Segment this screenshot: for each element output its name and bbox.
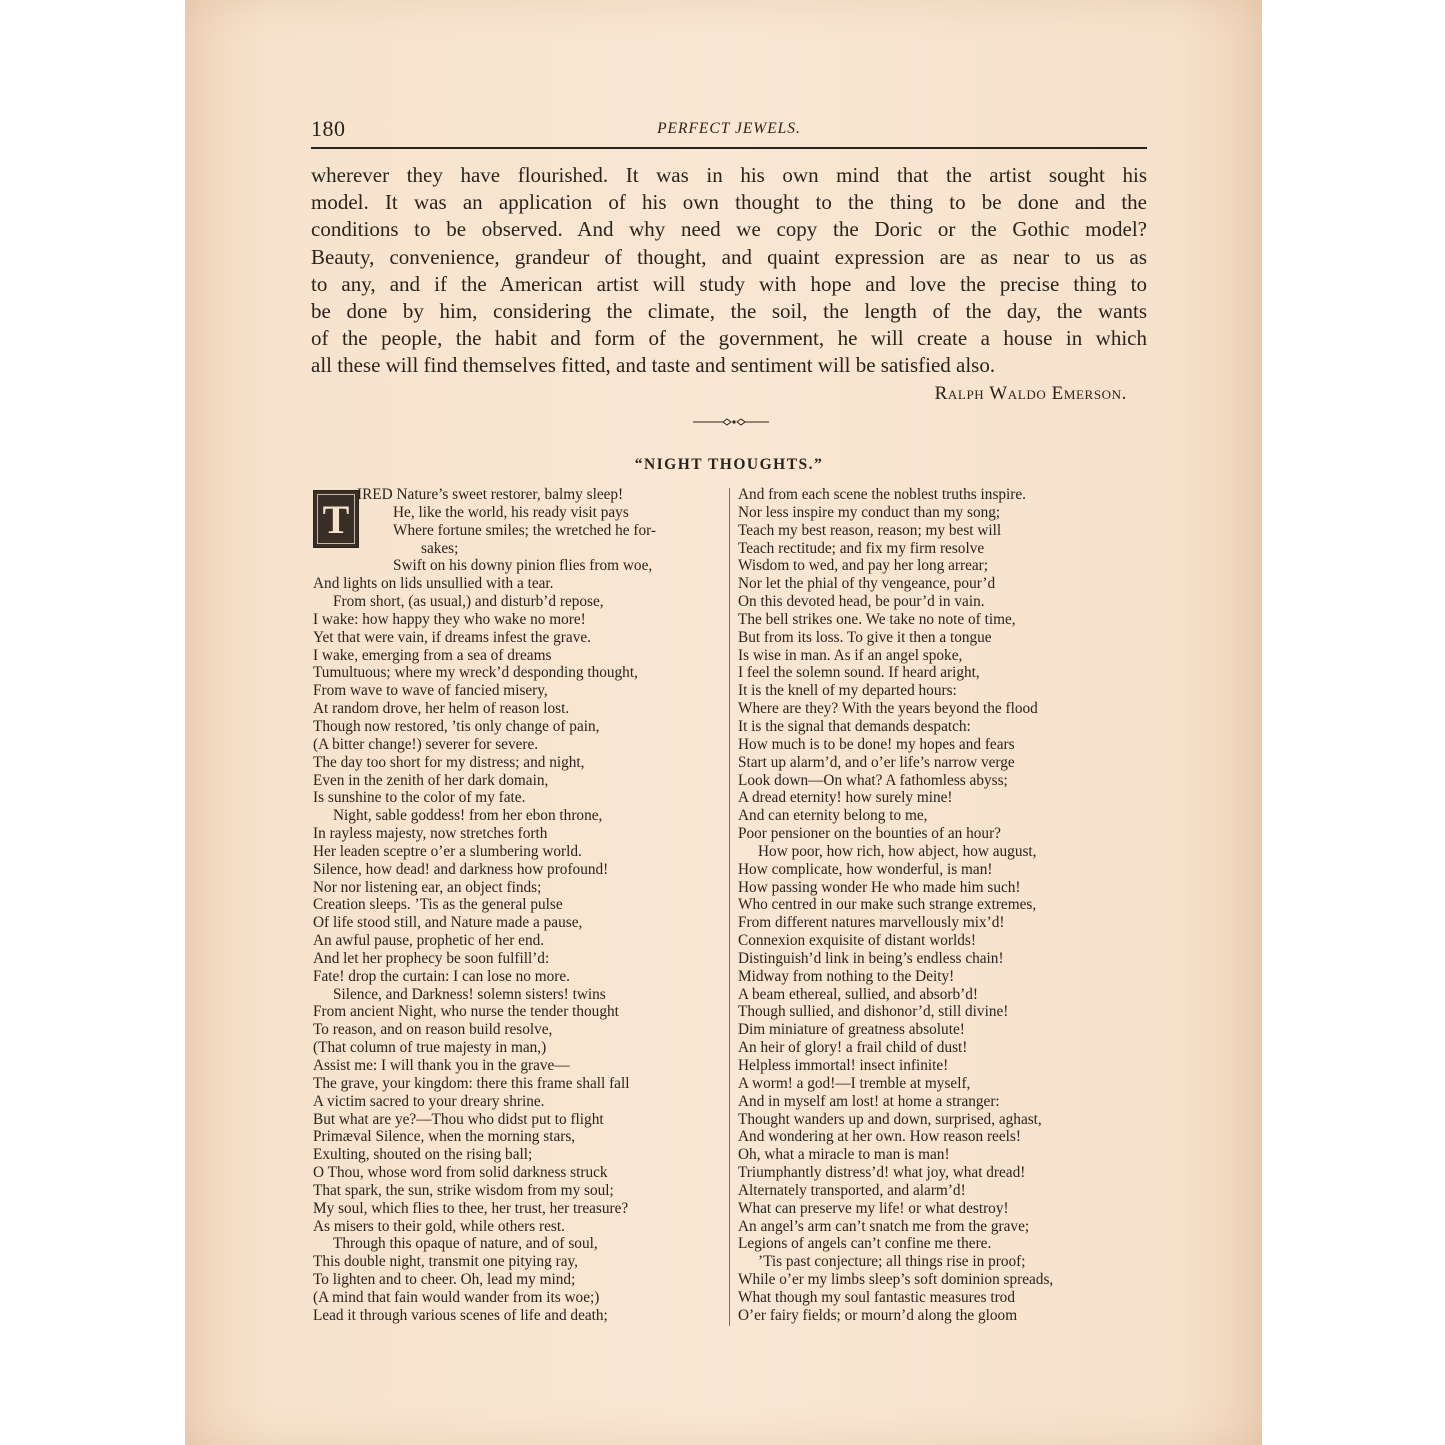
verse-line: Primæval Silence, when the morning stars, [313,1128,576,1146]
verse-line: Start up alarm’d, and o’er life’s narrow verge [738,753,1015,771]
prose-line: model. It was an application of his own thought to the thing to be done and the [311,190,1147,215]
verse-line: A victim sacred to your dreary shrine. [313,1092,545,1110]
page-number: 180 [311,116,346,141]
verse-line: A beam ethereal, sullied, and absorb’d! [738,985,978,1003]
running-title: PERFECT JEWELS. [657,120,801,137]
verse-line: I wake, emerging from a sea of dreams [313,646,552,664]
prose-line: conditions to be observed. And why need we copy the Doric or the Gothic model? [311,217,1147,242]
page-header [311,116,1147,150]
verse-line: Where are they? With the years beyond the flood [738,700,1038,718]
verse-line: Nor nor listening ear, an object finds; [313,878,542,896]
verse-line: Helpless immortal! insect infinite! [738,1057,949,1074]
verse-line: My soul, which flies to thee, her trust, her treasure? [313,1199,629,1217]
poem-first-line: IRED Nature’s sweet restorer, balmy sleep! [357,486,624,503]
verse-line: And from each scene the noblest truths inspire. [738,486,1027,503]
verse-line: sakes; [421,539,459,557]
verse-line: O Thou, whose word from solid darkness struck [313,1164,608,1182]
verse-line: An awful pause, prophetic of her end. [313,932,545,950]
verse-line: Night, sable goddess! from her ebon throne, [333,807,603,825]
verse-line: And in myself am lost! at home a stranger: [738,1092,1000,1110]
verse-line: Creation sleeps. ’Tis as the general pulse [313,896,563,914]
verse-line: The grave, your kingdom: there this frame shall fall [313,1074,630,1092]
verse-line: What can preserve my life! or what destroy! [738,1199,1009,1217]
verse-line: O’er fairy fields; or mourn’d along the gloom [738,1306,1018,1324]
verse-line: From different natures marvellously mix’d! [738,914,1005,932]
verse-line: Legions of angels can’t confine me there. [738,1235,992,1253]
section-ornament [693,416,769,428]
verse-line: At random drove, her helm of reason lost. [313,700,570,718]
verse-line: Teach my best reason, reason; my best will [738,521,1002,539]
author-signature: Ralph Waldo Emerson. [934,383,1127,404]
verse-line: Of life stood still, and Nature made a pause, [313,914,583,932]
verse-line: Swift on his downy pinion flies from woe, [393,557,653,575]
prose-line: of the people, the habit and form of the government, he will create a house in which [311,326,1147,351]
prose-line: all these will find themselves fitted, and taste and sentiment will be satisfied also. [311,353,996,378]
verse-line: How much is to be done! my hopes and fears [738,735,1015,753]
column-divider [729,488,730,1326]
verse-line: (That column of true majesty in man,) [313,1039,547,1057]
verse-line: But from its loss. To give it then a tongue [738,628,992,646]
verse-line: And can eternity belong to me, [738,807,928,825]
verse-line: Even in the zenith of her dark domain, [313,771,549,789]
verse-line: (A mind that fain would wander from its woe;) [313,1288,600,1306]
verse-line: Oh, what a miracle to man is man! [738,1146,950,1164]
header-rule [311,147,1147,149]
verse-line: Fate! drop the curtain: I can lose no more. [313,967,570,985]
verse-line: Lead it through various scenes of life and death; [313,1306,608,1324]
verse-line: As misers to their gold, while others rest. [313,1217,565,1235]
verse-line: Tumultuous; where my wreck’d desponding thought, [313,664,638,682]
verse-line: On this devoted head, be pour’d in vain. [738,593,985,611]
verse-line: To reason, and on reason build resolve, [313,1021,553,1039]
verse-line: (A bitter change!) severer for severe. [313,735,539,753]
verse-line: It is the knell of my departed hours: [738,682,957,700]
verse-line: A dread eternity! how surely mine! [738,789,953,807]
verse-line: Through this opaque of nature, and of soul, [333,1235,598,1253]
verse-line: Where fortune smiles; the wretched he for- [393,521,657,539]
verse-line: He, like the world, his ready visit pays [393,503,629,521]
verse-line: Silence, how dead! and darkness how profound! [313,860,609,878]
verse-line: How complicate, how wonderful, is man! [738,860,993,878]
verse-line: I wake: how happy they who wake no more! [313,610,586,628]
prose-line: to any, and if the American artist will study with hope and love the precise thing to [311,271,1147,296]
prose-line: Beauty, convenience, grandeur of thought, and quaint expression are as near to us as [311,244,1147,269]
verse-line: An heir of glory! a frail child of dust! [738,1039,968,1057]
verse-line: From ancient Night, who nurse the tender thought [313,1003,619,1021]
verse-line: While o’er my limbs sleep’s soft dominion spreads, [738,1271,1054,1289]
verse-line: And wondering at her own. How reason reels! [738,1128,1021,1146]
drop-cap-letter: T [317,494,355,544]
poem-left-column [313,504,723,1325]
verse-line: Nor less inspire my conduct than my song; [738,503,1001,521]
verse-line: Alternately transported, and alarm’d! [738,1181,966,1199]
verse-line: An angel’s arm can’t snatch me from the grave; [738,1217,1030,1235]
verse-line: From wave to wave of fancied misery, [313,682,548,700]
verse-line: Wisdom to wed, and pay her long arrear; [738,557,989,575]
verse-line: This double night, transmit one pitying ray, [313,1253,578,1271]
verse-line: Her leaden sceptre o’er a slumbering world. [313,842,582,860]
verse-line: How passing wonder He who made him such! [738,878,1021,896]
verse-line: Thought wanders up and down, surprised, aghast, [738,1110,1042,1128]
verse-line: Distinguish’d link in being’s endless chain! [738,949,1004,967]
prose-paragraph [311,162,1147,380]
verse-line: Who centred in our make such strange extremes, [738,896,1037,914]
verse-line: Silence, and Darkness! solemn sisters! twins [333,985,606,1003]
verse-line: To lighten and to cheer. Oh, lead my mind; [313,1271,576,1289]
verse-line: That spark, the sun, strike wisdom from my soul; [313,1181,614,1199]
verse-line: The day too short for my distress; and night, [313,753,585,771]
verse-line: Yet that were vain, if dreams infest the grave. [313,628,591,646]
verse-line: In rayless majesty, now stretches forth [313,825,548,843]
verse-line: Teach rectitude; and fix my firm resolve [738,539,985,557]
verse-line: Is wise in man. As if an angel spoke, [738,646,963,664]
verse-line: Though sullied, and dishonor’d, still divine! [738,1003,1009,1021]
verse-line: Dim miniature of greatness absolute! [738,1021,965,1039]
poem-right-column [738,486,1138,1325]
verse-line: And lights on lids unsullied with a tear. [313,575,554,593]
poem-title: “NIGHT THOUGHTS.” [634,456,824,473]
verse-line: Assist me: I will thank you in the grave— [313,1057,570,1074]
verse-line: From short, (as usual,) and disturb’d repose, [333,593,604,611]
verse-line: Triumphantly distress’d! what joy, what dread! [738,1164,1026,1182]
verse-line: How poor, how rich, how abject, how august, [758,842,1037,860]
verse-line: Poor pensioner on the bounties of an hour? [738,825,1001,843]
prose-line: wherever they have flourished. It was in his own mind that the artist sought his [311,163,1147,187]
verse-line: A worm! a god!—I tremble at myself, [738,1074,971,1092]
prose-line: be done by him, considering the climate, the soil, the length of the day, the wants [311,298,1147,323]
verse-line: Nor let the phial of thy vengeance, pour’d [738,575,996,593]
verse-line: The bell strikes one. We take no note of time, [738,610,1016,628]
verse-line: Look down—On what? A fathomless abyss; [738,771,1008,789]
verse-line: I feel the solemn sound. If heard aright, [738,664,980,682]
verse-line: Midway from nothing to the Deity! [738,967,955,985]
verse-line: What though my soul fantastic measures trod [738,1288,1015,1306]
verse-line: Connexion exquisite of distant worlds! [738,932,976,950]
verse-line: And let her prophecy be soon fulfill’d: [313,949,550,967]
verse-line: It is the signal that demands despatch: [738,717,971,735]
verse-line: Is sunshine to the color of my fate. [313,789,526,807]
verse-line: Though now restored, ’tis only change of pain, [313,717,600,735]
verse-line: ’Tis past conjecture; all things rise in proof; [758,1253,1026,1271]
verse-line: Exulting, shouted on the rising ball; [313,1146,533,1164]
verse-line: But what are ye?—Thou who didst put to flight [313,1110,604,1128]
